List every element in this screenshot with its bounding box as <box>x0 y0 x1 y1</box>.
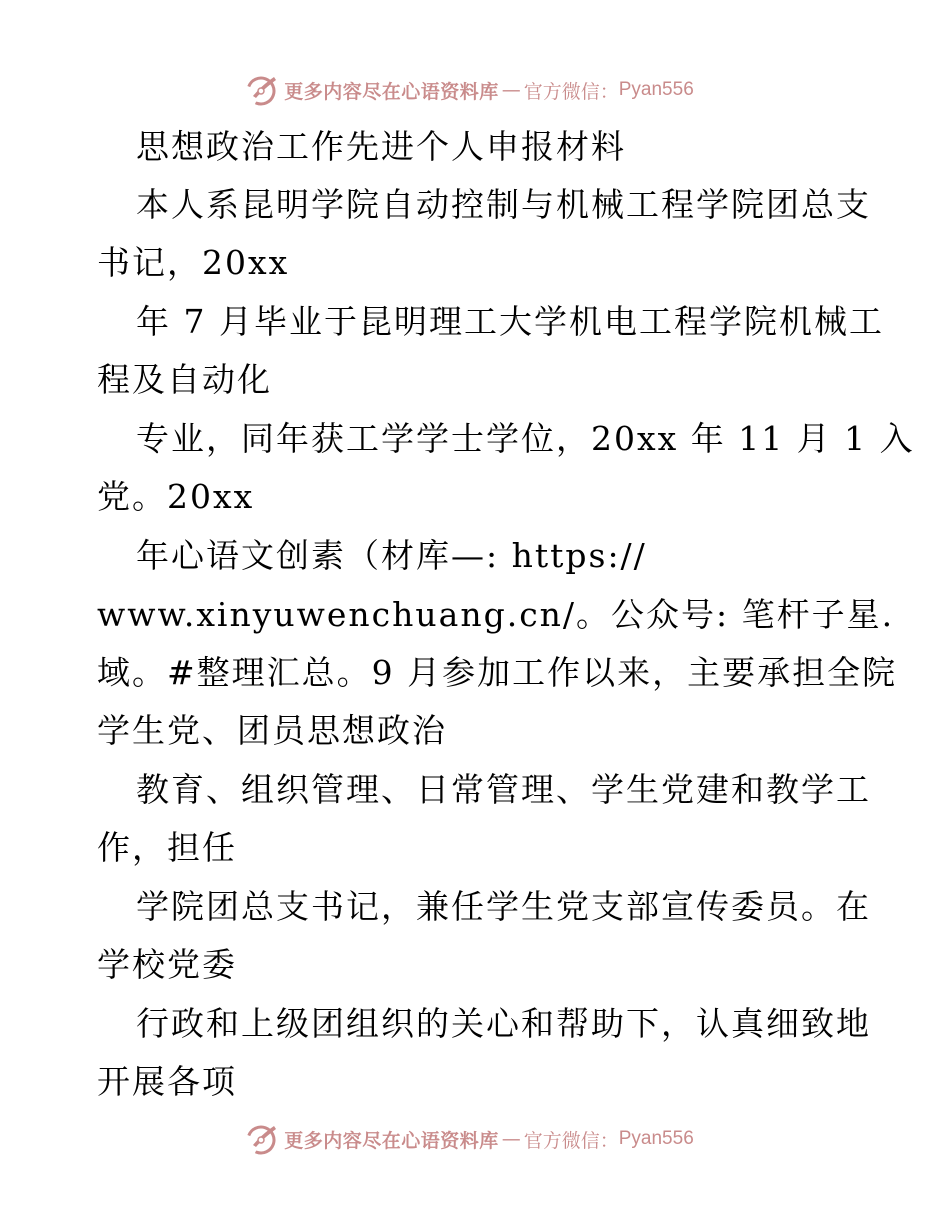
document-title: 思想政治工作先进个人申报材料 <box>136 127 626 166</box>
paragraph-line: 学生党、团员思想政治 <box>97 711 447 750</box>
watermark-separator: — <box>501 1128 521 1150</box>
paragraph-line: 年 7 月毕业于昆明理工大学机电工程学院机械工 <box>136 302 884 341</box>
paragraph-line: 书记，20xx <box>97 243 290 282</box>
paragraph-line: 学院团总支书记，兼任学生党支部宣传委员。在 <box>136 887 871 926</box>
watermark-separator: — <box>501 79 521 101</box>
paragraph-line: 年心语文创素（材库—: https:// <box>136 536 647 575</box>
paragraph-line: 行政和上级团组织的关心和帮助下，认真细致地 <box>136 1004 871 1043</box>
paragraph-line: 教育、组织管理、日常管理、学生党建和教学工 <box>136 770 871 809</box>
paragraph-line: 专业，同年获工学学士学位，20xx 年 11 月 1 入 <box>136 419 915 458</box>
paragraph-line: 党。20xx <box>97 477 255 516</box>
footer-watermark <box>0 1119 950 1159</box>
watermark-wechat-label: 官方微信： <box>523 1129 619 1152</box>
paragraph-line: 本人系昆明学院自动控制与机械工程学院团总支 <box>136 185 871 224</box>
paragraph-line: 开展各项 <box>97 1062 237 1101</box>
watermark-wechat-id: Pyan556 <box>618 1128 694 1149</box>
paragraph-line: 学校党委 <box>97 945 237 984</box>
paragraph-line: 域。#整理汇总。9 月参加工作以来，主要承担全院 <box>97 653 898 692</box>
watermark-wechat-label: 官方微信： <box>523 80 619 103</box>
watermark-wechat-id: Pyan556 <box>618 79 694 100</box>
paragraph-line: 程及自动化 <box>97 360 272 399</box>
paragraph-line: www.xinyuwenchuang.cn/。公众号: 笔杆子星. <box>97 595 895 634</box>
paragraph-line: 作，担任 <box>97 828 237 867</box>
watermark-main-text: 更多内容尽在心语资料库 <box>284 80 499 103</box>
watermark-main-text: 更多内容尽在心语资料库 <box>284 1129 499 1152</box>
brush-pen-logo-icon <box>244 1121 280 1157</box>
